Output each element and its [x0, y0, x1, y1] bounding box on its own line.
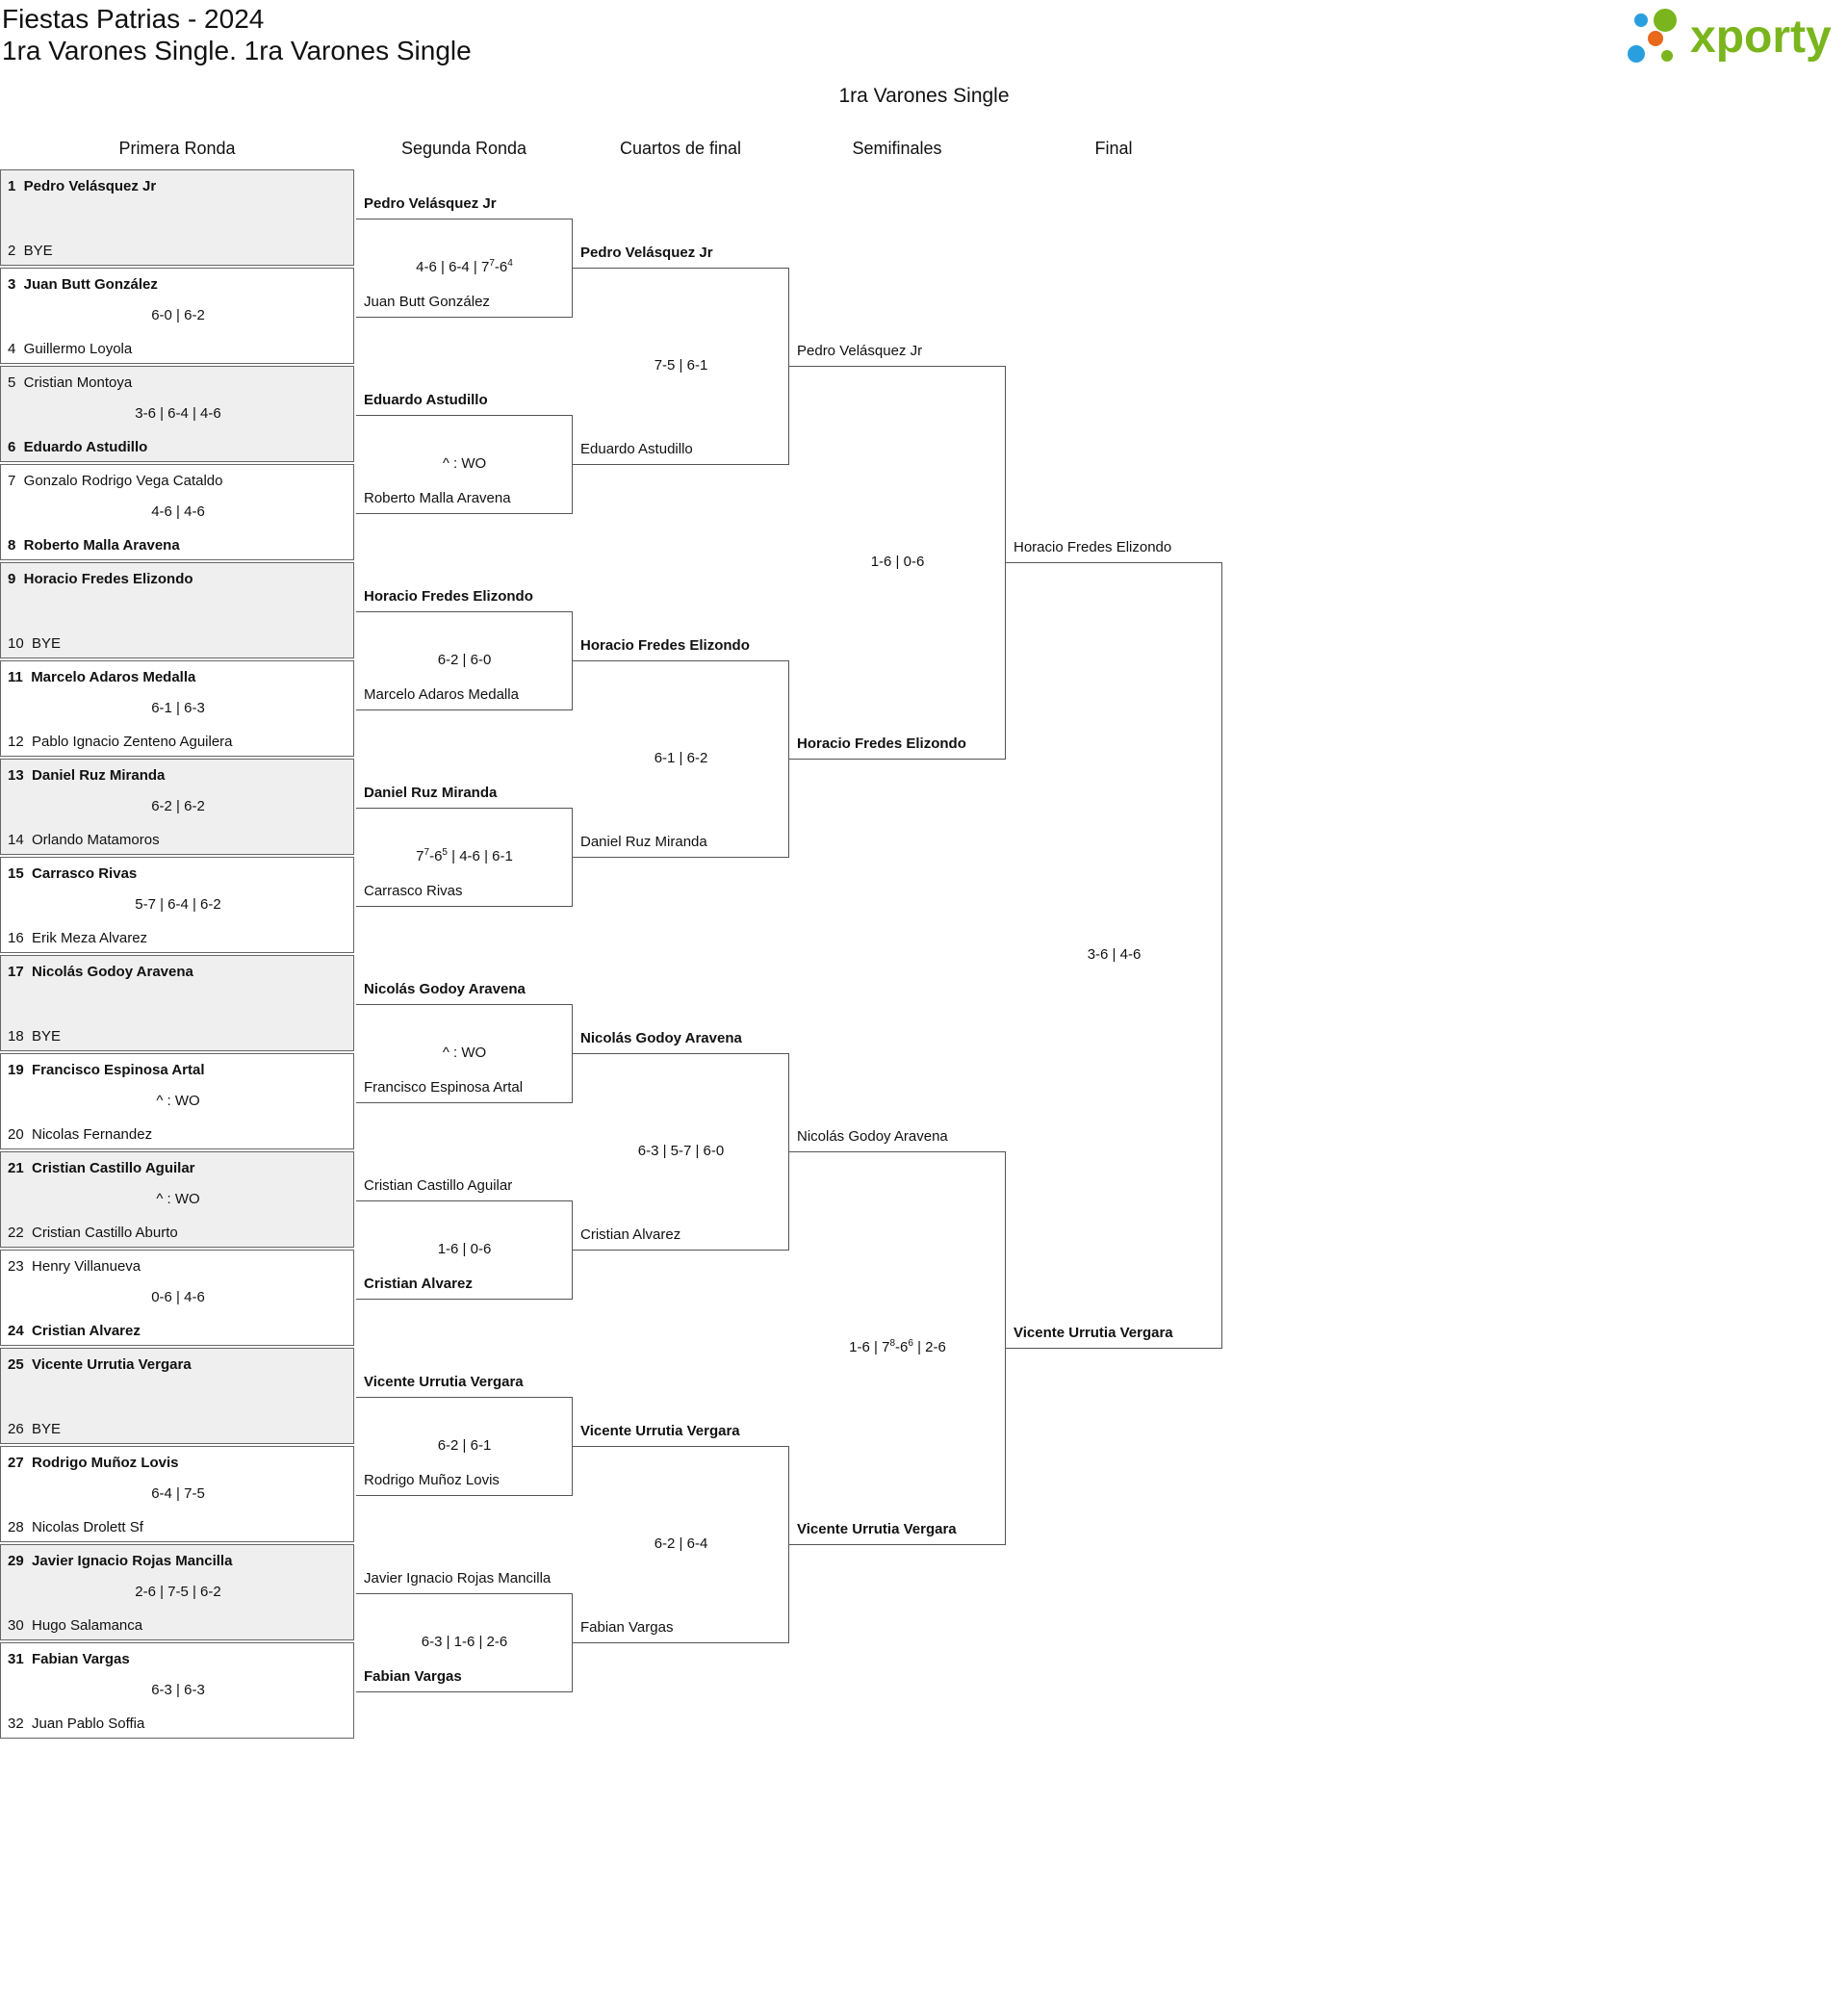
semifinal-player-bottom: Vicente Urrutia Vergara	[797, 1521, 957, 1537]
first-round-match	[0, 1053, 354, 1149]
player-top: 3 Juan Butt González	[8, 276, 158, 293]
quarterfinal-player-top: Horacio Fredes Elizondo	[580, 637, 750, 654]
player-bottom: 8 Roberto Malla Aravena	[8, 537, 180, 554]
player-top: 11 Marcelo Adaros Medalla	[8, 669, 196, 685]
logo-dot-blue-small	[1634, 13, 1648, 27]
tournament-title: Fiestas Patrias - 2024	[2, 4, 265, 34]
first-round-match	[0, 857, 354, 953]
match-score: 5-7 | 6-4 | 6-2	[135, 896, 221, 913]
final-player-bottom: Vicente Urrutia Vergara	[1014, 1325, 1173, 1341]
xporty-logo	[1627, 4, 1848, 65]
second-round-player-top: Eduardo Astudillo	[364, 392, 488, 408]
second-round-player-bottom: Francisco Espinosa Artal	[364, 1079, 524, 1096]
logo-dot-green-small	[1661, 50, 1673, 62]
first-round-match	[0, 1250, 354, 1346]
second-round-player-bottom: Cristian Alvarez	[364, 1276, 473, 1292]
quarterfinal-score: 6-1 | 6-2	[654, 750, 708, 766]
second-round-player-top: Javier Ignacio Rojas Mancilla	[364, 1570, 552, 1586]
first-round-match	[0, 268, 354, 364]
player-bottom: 22 Cristian Castillo Aburto	[8, 1225, 178, 1241]
player-bottom: 28 Nicolas Drolett Sf	[8, 1519, 143, 1535]
second-round-score: 4-6 | 6-4 | $7^7-6^4$	[416, 258, 513, 275]
logo-dot-orange	[1648, 31, 1663, 46]
player-top: 13 Daniel Ruz Miranda	[8, 767, 166, 784]
first-round-match	[0, 1544, 354, 1640]
round-header: Segunda Ronda	[400, 139, 527, 158]
player-top: 9 Horacio Fredes Elizondo	[8, 571, 193, 587]
match-score: 3-6 | 6-4 | 4-6	[135, 405, 221, 422]
match-score: ^ : WO	[156, 1191, 200, 1207]
player-bottom: 26 BYE	[8, 1421, 62, 1437]
second-round-player-bottom: Carrasco Rivas	[364, 883, 463, 899]
first-round-match	[0, 562, 354, 658]
semifinal-player-top: Pedro Velásquez Jr	[797, 343, 923, 359]
second-round-player-top: Daniel Ruz Miranda	[364, 785, 498, 801]
match-score: 6-3 | 6-3	[151, 1682, 205, 1698]
player-top: 5 Cristian Montoya	[8, 374, 133, 391]
quarterfinal-player-bottom: Cristian Alvarez	[580, 1226, 681, 1243]
second-round-player-bottom: Roberto Malla Aravena	[364, 490, 511, 506]
round-header: Semifinales	[852, 139, 942, 158]
player-top: 25 Vicente Urrutia Vergara	[8, 1356, 192, 1373]
second-round-player-top: Nicolás Godoy Aravena	[364, 981, 526, 997]
player-bottom: 24 Cristian Alvarez	[8, 1323, 141, 1339]
player-bottom: 10 BYE	[8, 635, 62, 652]
player-top: 19 Francisco Espinosa Artal	[8, 1062, 205, 1078]
quarterfinal-score: 6-3 | 5-7 | 6-0	[637, 1143, 725, 1159]
semifinal-score: 1-6 | $7^8-6^6$ | 2-6	[849, 1338, 946, 1355]
second-round-score: 6-2 | 6-1	[437, 1437, 492, 1454]
second-round-score: 6-2 | 6-0	[437, 652, 492, 668]
match-score: 6-1 | 6-3	[151, 700, 205, 716]
second-round-score: $7^7-6^5$ | 4-6 | 6-1	[416, 847, 513, 864]
match-score: 2-6 | 7-5 | 6-2	[135, 1584, 221, 1600]
match-score: 6-0 | 6-2	[151, 307, 205, 323]
match-score: 6-2 | 6-2	[151, 798, 205, 814]
first-round-match	[0, 660, 354, 757]
first-round-match	[0, 759, 354, 855]
player-top: 31 Fabian Vargas	[8, 1651, 130, 1667]
second-round-player-bottom: Fabian Vargas	[364, 1668, 462, 1685]
player-top: 27 Rodrigo Muñoz Lovis	[8, 1455, 179, 1471]
second-round-score: 6-3 | 1-6 | 2-6	[421, 1634, 508, 1650]
semifinal-score: 1-6 | 0-6	[870, 554, 925, 570]
second-round-player-bottom: Rodrigo Muñoz Lovis	[364, 1472, 500, 1488]
second-round-player-top: Horacio Fredes Elizondo	[364, 588, 533, 605]
second-round-player-bottom: Juan Butt González	[364, 294, 490, 310]
second-round-score: ^ : WO	[442, 1045, 487, 1061]
first-round-match	[0, 1446, 354, 1542]
second-round-score: ^ : WO	[442, 455, 487, 472]
semifinal-player-bottom: Horacio Fredes Elizondo	[797, 735, 966, 752]
quarterfinal-player-top: Nicolás Godoy Aravena	[580, 1030, 742, 1046]
first-round-match	[0, 1642, 354, 1739]
quarterfinal-player-top: Vicente Urrutia Vergara	[580, 1423, 740, 1439]
player-bottom: 18 BYE	[8, 1028, 62, 1045]
player-top: 23 Henry Villanueva	[8, 1258, 141, 1275]
first-round-match	[0, 1151, 354, 1248]
player-bottom: 16 Erik Meza Alvarez	[8, 930, 148, 946]
quarterfinal-score: 7-5 | 6-1	[654, 357, 708, 374]
category-title: 1ra Varones Single. 1ra Varones Single	[2, 36, 472, 65]
second-round-player-top: Vicente Urrutia Vergara	[364, 1374, 524, 1390]
quarterfinal-player-bottom: Daniel Ruz Miranda	[580, 834, 707, 850]
second-round-score: 1-6 | 0-6	[437, 1241, 492, 1257]
semifinal-player-top: Nicolás Godoy Aravena	[797, 1128, 948, 1145]
quarterfinal-score: 6-2 | 6-4	[654, 1535, 708, 1552]
quarterfinal-player-bottom: Fabian Vargas	[580, 1619, 674, 1636]
first-round-match	[0, 1348, 354, 1444]
player-bottom: 2 BYE	[8, 243, 53, 259]
first-round-match	[0, 955, 354, 1051]
player-bottom: 20 Nicolas Fernandez	[8, 1126, 153, 1143]
player-bottom: 14 Orlando Matamoros	[8, 832, 160, 848]
player-top: 15 Carrasco Rivas	[8, 865, 138, 882]
second-round-player-top: Pedro Velásquez Jr	[364, 195, 497, 212]
first-round-match	[0, 169, 354, 266]
first-round-match	[0, 366, 354, 462]
round-header: Primera Ronda	[118, 139, 236, 158]
match-score: 6-4 | 7-5	[151, 1485, 205, 1502]
player-bottom: 12 Pablo Ignacio Zenteno Aguilera	[8, 734, 233, 750]
player-top: 21 Cristian Castillo Aguilar	[8, 1160, 195, 1176]
player-bottom: 6 Eduardo Astudillo	[8, 439, 148, 455]
second-round-player-bottom: Marcelo Adaros Medalla	[364, 686, 519, 703]
player-bottom: 4 Guillermo Loyola	[8, 341, 133, 357]
first-round-match	[0, 464, 354, 560]
match-score: 0-6 | 4-6	[151, 1289, 205, 1305]
logo-dot-blue	[1628, 45, 1645, 63]
match-score: ^ : WO	[156, 1093, 200, 1109]
player-top: 29 Javier Ignacio Rojas Mancilla	[8, 1553, 233, 1569]
player-top: 17 Nicolás Godoy Aravena	[8, 964, 193, 980]
player-bottom: 32 Juan Pablo Soffia	[8, 1715, 145, 1732]
round-header: Final	[1094, 139, 1133, 158]
logo-wordmark: xporty	[1690, 12, 1832, 63]
second-round-player-top: Cristian Castillo Aguilar	[364, 1177, 513, 1194]
quarterfinal-player-bottom: Eduardo Astudillo	[580, 441, 693, 457]
match-score: 4-6 | 4-6	[151, 503, 205, 520]
player-bottom: 30 Hugo Salamanca	[8, 1617, 143, 1634]
draw-title: 1ra Varones Single	[838, 85, 1010, 107]
player-top: 7 Gonzalo Rodrigo Vega Cataldo	[8, 473, 223, 489]
round-header: Cuartos de final	[619, 139, 742, 158]
player-top: 1 Pedro Velásquez Jr	[8, 178, 157, 194]
final-player-top: Horacio Fredes Elizondo	[1014, 539, 1172, 555]
quarterfinal-player-top: Pedro Velásquez Jr	[580, 245, 713, 261]
logo-dot-green-large	[1654, 9, 1677, 32]
final-score: 3-6 | 4-6	[1087, 946, 1142, 963]
